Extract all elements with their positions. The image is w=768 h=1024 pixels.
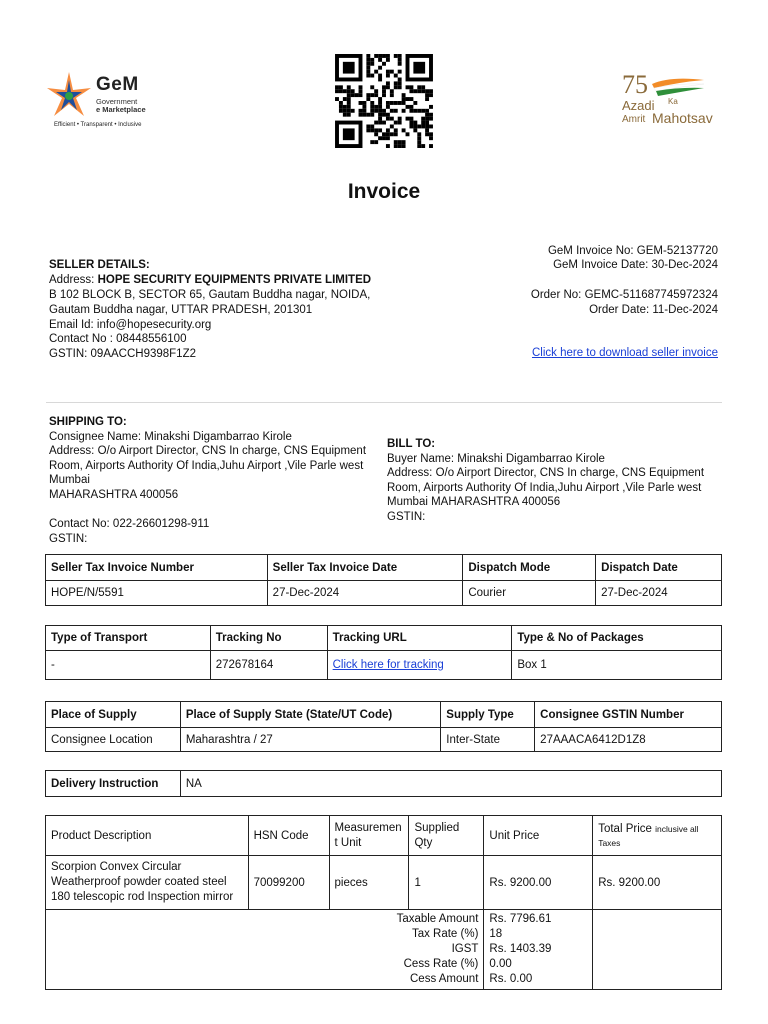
gem-logo-word: GeM bbox=[96, 74, 139, 95]
supply-header: Place of Supply State (State/UT Code) bbox=[180, 702, 440, 728]
billing-heading: BILL TO: bbox=[387, 438, 436, 450]
shipping-address-line1: Address: O/o Airport Director, CNS In charge, CNS Equipment bbox=[49, 445, 367, 457]
billing-address-line1: Address: O/o Airport Director, CNS In charge, CNS Equipment bbox=[387, 467, 705, 479]
dispatch-date: 27-Dec-2024 bbox=[596, 581, 722, 606]
qr-code bbox=[335, 54, 433, 148]
seller-email: Email Id: info@hopesecurity.org bbox=[49, 319, 212, 331]
gem-logo bbox=[44, 68, 164, 132]
seller-company-name: HOPE SECURITY EQUIPMENTS PRIVATE LIMITED bbox=[97, 274, 372, 286]
supply-header: Supply Type bbox=[441, 702, 535, 728]
supply-table bbox=[45, 701, 722, 752]
section-divider bbox=[46, 402, 722, 403]
product-unit: pieces bbox=[329, 856, 409, 910]
table-row bbox=[46, 728, 722, 752]
shipping-heading: SHIPPING TO: bbox=[49, 416, 127, 428]
flag-ribbon-icon bbox=[650, 76, 706, 98]
download-seller-invoice-link[interactable]: Click here to download seller invoice bbox=[531, 347, 718, 359]
product-header-qty-a: Supplied bbox=[414, 821, 460, 834]
table-row bbox=[46, 651, 722, 680]
summary-empty bbox=[593, 910, 722, 990]
product-description bbox=[46, 856, 249, 910]
summary-value: 18 bbox=[489, 928, 503, 940]
azadi-logo-number: 75 bbox=[622, 70, 648, 99]
dispatch-header: Seller Tax Invoice Date bbox=[267, 555, 463, 581]
seller-contact: Contact No : 08448556100 bbox=[49, 333, 187, 345]
azadi-logo-line2a: Amrit bbox=[622, 114, 646, 125]
product-header-unit bbox=[329, 816, 409, 856]
delivery-instruction-label: Delivery Instruction bbox=[46, 771, 181, 797]
billing-buyer: Buyer Name: Minakshi Digambarrao Kirole bbox=[387, 453, 605, 465]
supply-header: Place of Supply bbox=[46, 702, 181, 728]
product-header-total bbox=[593, 816, 722, 856]
dispatch-header: Seller Tax Invoice Number bbox=[46, 555, 268, 581]
consignee-gstin: 27AAACA6412D1Z8 bbox=[535, 728, 722, 752]
dispatch-header: Dispatch Date bbox=[596, 555, 722, 581]
product-description-line2: Weatherproof powder coated steel bbox=[51, 876, 227, 888]
shipping-address-line3: Mumbai bbox=[49, 474, 90, 486]
gem-logo-sub2: e Marketplace bbox=[96, 105, 146, 114]
product-header-qty bbox=[409, 816, 484, 856]
azadi-ka-amrit-mahotsav-logo bbox=[620, 70, 724, 132]
product-header-hsn: HSN Code bbox=[248, 816, 329, 856]
summary-value: 0.00 bbox=[489, 958, 512, 970]
product-description-line1: Scorpion Convex Circular bbox=[51, 861, 182, 873]
seller-heading: SELLER DETAILS: bbox=[49, 259, 150, 271]
shipping-address-line2: Room, Airports Authority Of India,Juhu Airport ,Vile Parle west bbox=[49, 460, 364, 472]
product-header-unit-price: Unit Price bbox=[484, 816, 593, 856]
seller-address-company bbox=[49, 273, 371, 288]
billing-address-line3: Mumbai MAHARASHTRA 400056 bbox=[387, 496, 561, 508]
summary-value: Rs. 0.00 bbox=[489, 973, 533, 985]
product-header-unit-b: t Unit bbox=[334, 836, 362, 849]
azadi-logo-line2b: Mahotsav bbox=[652, 110, 713, 126]
table-row bbox=[46, 581, 722, 606]
place-of-supply: Consignee Location bbox=[46, 728, 181, 752]
product-header-total-note-a: inclusive all bbox=[655, 823, 699, 834]
summary-label: Tax Rate (%) bbox=[411, 928, 479, 940]
gem-logo-sub bbox=[96, 98, 146, 114]
transport-header: Tracking URL bbox=[327, 626, 512, 651]
type-of-transport: - bbox=[46, 651, 211, 680]
transport-header: Tracking No bbox=[210, 626, 327, 651]
seller-tax-invoice-number: HOPE/N/5591 bbox=[46, 581, 268, 606]
gem-invoice-no: GeM Invoice No: GEM-52137720 bbox=[547, 245, 718, 257]
place-of-supply-state: Maharashtra / 27 bbox=[180, 728, 440, 752]
product-unit-price: Rs. 9200.00 bbox=[484, 856, 593, 910]
product-description-line3: 180 telescopic rod Inspection mirror bbox=[51, 891, 234, 903]
page-title: Invoice bbox=[347, 180, 421, 203]
seller-address-line2: Gautam Buddha nagar, UTTAR PRADESH, 201301 bbox=[49, 304, 313, 316]
summary-value: Rs. 1403.39 bbox=[489, 943, 552, 955]
azadi-logo-ka: Ka bbox=[668, 97, 678, 106]
seller-address-label: Address: bbox=[49, 274, 98, 286]
summary-values bbox=[484, 910, 593, 990]
summary-row bbox=[46, 910, 722, 990]
delivery-instruction-value: NA bbox=[180, 771, 721, 797]
azadi-logo-line1: Azadi bbox=[622, 98, 655, 113]
transport-table bbox=[45, 625, 722, 680]
supply-type: Inter-State bbox=[441, 728, 535, 752]
summary-label: IGST bbox=[451, 943, 479, 955]
product-header-description: Product Description bbox=[46, 816, 249, 856]
summary-label: Cess Amount bbox=[410, 973, 479, 985]
summary-label: Cess Rate (%) bbox=[403, 958, 479, 970]
dispatch-table bbox=[45, 554, 722, 606]
shipping-contact: Contact No: 022-26601298-911 bbox=[49, 518, 210, 530]
seller-tax-invoice-date: 27-Dec-2024 bbox=[267, 581, 463, 606]
product-qty: 1 bbox=[409, 856, 484, 910]
shipping-address-line4: MAHARASHTRA 400056 bbox=[49, 489, 179, 501]
tracking-link[interactable]: Click here for tracking bbox=[332, 659, 444, 671]
order-no: Order No: GEMC-511687745972324 bbox=[530, 289, 718, 301]
product-total: Rs. 9200.00 bbox=[593, 856, 722, 910]
delivery-table bbox=[45, 770, 722, 797]
table-row bbox=[46, 856, 722, 910]
summary-label: Taxable Amount bbox=[396, 913, 479, 925]
gem-logo-sub1: Government bbox=[96, 97, 138, 106]
shipping-gstin: GSTIN: bbox=[49, 533, 88, 545]
order-date: Order Date: 11-Dec-2024 bbox=[589, 304, 718, 316]
dispatch-mode: Courier bbox=[463, 581, 596, 606]
tracking-no: 272678164 bbox=[210, 651, 327, 680]
gem-invoice-date: GeM Invoice Date: 30-Dec-2024 bbox=[553, 259, 718, 271]
gem-star-icon bbox=[44, 70, 94, 120]
product-header-unit-a: Measuremen bbox=[334, 821, 402, 834]
billing-address-line2: Room, Airports Authority Of India,Juhu Airport ,Vile Parle west bbox=[387, 482, 702, 494]
gem-logo-tagline: Efficient • Transparent • Inclusive bbox=[54, 122, 142, 128]
summary-value: Rs. 7796.61 bbox=[489, 913, 552, 925]
shipping-consignee: Consignee Name: Minakshi Digambarrao Kirole bbox=[49, 431, 292, 443]
tracking-url-cell bbox=[327, 651, 512, 680]
transport-header: Type & No of Packages bbox=[512, 626, 722, 651]
dispatch-header: Dispatch Mode bbox=[463, 555, 596, 581]
product-header-total-note-b: Taxes bbox=[598, 837, 621, 848]
transport-header: Type of Transport bbox=[46, 626, 211, 651]
supply-header: Consignee GSTIN Number bbox=[535, 702, 722, 728]
product-table bbox=[45, 815, 722, 990]
seller-address-line1: B 102 BLOCK B, SECTOR 65, Gautam Buddha nagar, NOIDA, bbox=[49, 289, 371, 301]
product-header-qty-b: Qty bbox=[414, 836, 433, 849]
packages: Box 1 bbox=[512, 651, 722, 680]
product-hsn: 70099200 bbox=[248, 856, 329, 910]
seller-gstin: GSTIN: 09AACCH9398F1Z2 bbox=[49, 348, 197, 360]
billing-gstin: GSTIN: bbox=[387, 511, 426, 523]
product-header-total-label: Total Price bbox=[598, 822, 656, 835]
summary-labels bbox=[46, 910, 484, 990]
